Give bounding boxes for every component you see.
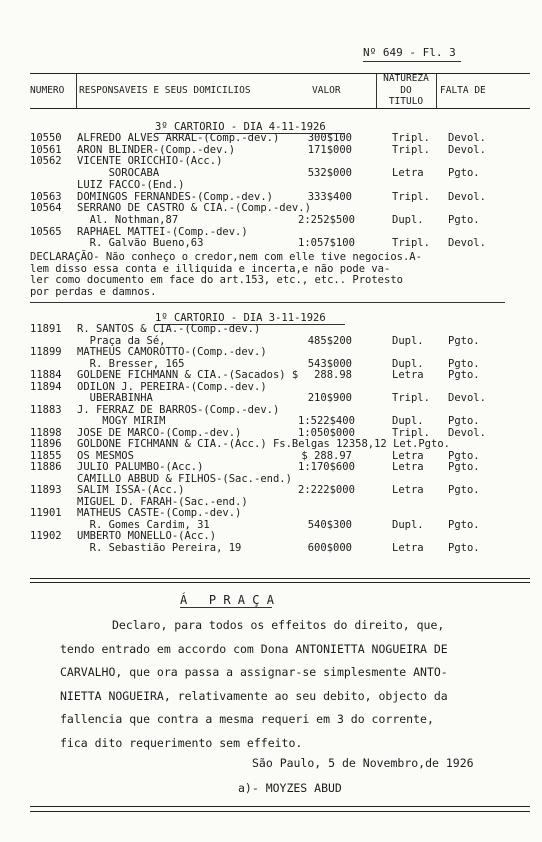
footer-rule-double — [30, 811, 530, 812]
row-desc: RAPHAEL MATTEI-(Comp.-dev.) — [77, 225, 248, 238]
row-nat: Tripl. — [392, 132, 430, 144]
praca-title: Á P R A Ç A — [180, 593, 274, 607]
row-fal: Pgto. — [448, 213, 480, 226]
praca-body-line: Declaro, para todos os effeitos do direito, que, — [112, 618, 445, 632]
row-desc: JOSE DE MARCO-(Comp.-dev.) — [77, 426, 242, 439]
row-desc: SOROCABA — [77, 167, 160, 180]
row-nat: Letra — [392, 484, 424, 496]
praca-date: São Paulo, 5 de Novembro,de 1926 — [252, 756, 474, 770]
section-title-3-cartorio: 3º CARTORIO - DIA 4-11-1926 — [155, 121, 326, 133]
row-nat: Letra — [392, 541, 424, 554]
row-val: 300$100 — [307, 132, 352, 144]
row-fal: Pgto. — [448, 357, 480, 370]
row-desc: DOMINGOS FERNANDES-(Comp.-dev.) — [77, 190, 273, 203]
row-val: 600$000 — [307, 541, 352, 554]
row-fal: Devol. — [448, 132, 486, 144]
row-num: 11855 — [30, 449, 62, 462]
row-fal: Devol. — [448, 190, 486, 203]
row-num: 11896 — [30, 438, 62, 450]
row-val: 1:057$100 — [298, 237, 355, 250]
row-desc: VICENTE ORICCHIO-(Acc.) — [77, 155, 223, 168]
row-desc: MATHEUS CASTE-(Comp.-dev.) — [77, 507, 242, 519]
row-nat: Dupl. — [392, 334, 424, 347]
row-val: 540$300 — [307, 518, 352, 531]
header-natureza-2: DO — [400, 85, 412, 96]
row-val: 1:050$000 — [298, 426, 355, 439]
row-nat: Tripl. — [392, 143, 430, 156]
row-desc: GOLDENE FICHMANN & CIA.-(Sacados) $ — [77, 369, 299, 381]
row-val: $ 288.97 — [301, 449, 352, 462]
row-desc: R. Sebastião Pereira, 19 — [77, 541, 242, 554]
declaracao-line: lem disso essa conta e illiquida e incerta,e não pode va- — [30, 262, 391, 275]
row-desc: JULIO PALUMBO-(Acc.) — [77, 461, 204, 473]
row-fal: Devol. — [448, 237, 486, 250]
row-fal: Pgto. — [448, 518, 480, 531]
row-nat: Dupl. — [392, 518, 424, 531]
row-desc: R. Bresser, 165 — [77, 357, 185, 370]
page-reference-underline — [363, 61, 461, 62]
row-desc: ODILON J. PEREIRA-(Comp.-dev.) — [77, 380, 267, 393]
row-nat: Letra — [392, 167, 424, 180]
header-falta: FALTA DE — [440, 85, 486, 96]
header-divider — [76, 74, 77, 108]
row-val: 333$400 — [307, 190, 352, 203]
row-val: 288.98 — [314, 369, 352, 381]
row-fal: Pgto. — [448, 167, 480, 180]
row-nat: Letra — [392, 461, 424, 473]
row-num: 11899 — [30, 346, 62, 358]
section-title-1-cartorio: 1º CARTORIO - DIA 3-11-1926 — [155, 312, 326, 324]
row-desc: MIGUEL D. FARAH-(Sac.-end.) — [77, 495, 248, 508]
row-nat: Tripl. — [392, 190, 430, 203]
row-num: 11894 — [30, 380, 62, 393]
declaracao-line: ler como documento em face do art.153, etc., etc.. Protesto — [30, 274, 403, 286]
row-num: 11883 — [30, 403, 62, 416]
row-fal: Pgto. — [448, 541, 480, 554]
table-bottom-rule — [30, 578, 530, 579]
row-desc: OS MESMOS — [77, 449, 134, 462]
row-desc: MATHEUS CAMOROTTO-(Comp.-dev.) — [77, 346, 267, 358]
header-divider — [376, 74, 377, 108]
praca-body-line: tendo entrado em accordo com Dona ANTONIETTA NOGUEIRA DE — [60, 641, 448, 656]
row-nat: Dupl. — [392, 357, 424, 370]
header-top-rule — [30, 73, 530, 74]
praca-signature: a)- MOYZES ABUD — [238, 781, 342, 795]
row-num: 11898 — [30, 426, 62, 439]
row-num: 10562 — [30, 155, 62, 168]
row-fal: Pgto. — [448, 415, 480, 427]
row-num: 11891 — [30, 323, 62, 335]
row-nat: Dupl. — [392, 415, 424, 427]
row-val: 485$200 — [307, 334, 352, 347]
row-desc: SERRANO DE CASTRO & CIA.-(Comp.-dev.) — [77, 202, 311, 215]
row-fal: Pgto. — [448, 461, 480, 473]
row-desc: UMBERTO MONELLO-(Acc.) — [77, 530, 217, 542]
praca-body-line: CARVALHO, que ora passa a assignar-se simplesmente ANTO- — [60, 665, 448, 679]
row-val: 2:222$000 — [298, 484, 355, 496]
row-num: 11886 — [30, 461, 62, 473]
row-val: 1:170$600 — [298, 461, 355, 473]
row-num: 11902 — [30, 530, 62, 542]
header-bottom-rule — [30, 108, 530, 109]
declaracao-line: por perdas e damnos. — [30, 285, 157, 298]
praca-body-line: fica dito requerimento sem effeito. — [60, 735, 303, 750]
row-nat: Tripl. — [392, 237, 430, 250]
praca-body-line: NIETTA NOGUEIRA, relativamente ao seu debito, objecto da — [60, 688, 448, 703]
row-fal: Devol. — [448, 426, 486, 439]
row-desc: ALFREDO ALVES ARRAL-(Comp.-dev.) — [77, 132, 280, 144]
row-nat: Dupl. — [392, 213, 424, 226]
row-desc: UBERABINHA — [77, 392, 153, 404]
row-num: 10565 — [30, 225, 62, 238]
row-fal: Devol. — [448, 143, 486, 156]
header-responsaveis: RESPONSAVEIS E SEUS DOMICILIOS — [79, 85, 251, 96]
header-numero: NUMERO — [30, 85, 65, 96]
row-desc: MOGY MIRIM — [77, 415, 166, 427]
header-divider — [436, 74, 437, 108]
row-nat: Tripl. — [392, 392, 430, 404]
row-val: 532$000 — [307, 167, 352, 180]
row-num: 10561 — [30, 143, 62, 156]
row-nat: Tripl. — [392, 426, 430, 439]
table-bottom-rule-double — [30, 582, 530, 583]
row-desc: SALIM ISSA-(Acc.) — [77, 484, 185, 496]
header-natureza-3: TITULO — [388, 96, 424, 107]
row-num: 11893 — [30, 484, 62, 496]
row-desc: LUIZ FACCO-(End.) — [77, 178, 185, 191]
row-nat: Letra — [392, 369, 424, 381]
row-fal: Pgto. — [448, 449, 480, 462]
praca-title-underline — [180, 607, 272, 608]
row-desc: R. Galvão Bueno,63 — [77, 237, 204, 250]
row-fal: Devol. — [448, 392, 486, 404]
row-num: 10564 — [30, 202, 62, 215]
row-val: 1:522$400 — [298, 415, 355, 427]
row-desc: Al. Nothman,87 — [77, 213, 179, 226]
section-separator — [30, 302, 505, 303]
declaracao-line: DECLARAÇÃO- Não conheço o credor,nem com elle tive negocios.A- — [30, 251, 422, 263]
row-num: 11901 — [30, 507, 62, 519]
footer-rule — [30, 806, 530, 807]
row-desc: GOLDONE FICHMANN & CIA.-(Acc.) Fs.Belgas 12358,12 Let.Pgto. — [77, 438, 450, 450]
row-num: 11884 — [30, 369, 62, 381]
row-desc: ARON BLINDER-(Comp.-dev.) — [77, 143, 236, 156]
row-fal: Pgto. — [448, 484, 480, 496]
row-fal: Pgto. — [448, 369, 480, 381]
page-reference: Nº 649 - Fl. 3 — [363, 46, 456, 59]
row-fal: Pgto. — [448, 334, 480, 347]
row-desc: CAMILLO ABBUD & FILHOS-(Sac.-end.) — [77, 472, 292, 485]
row-num: 10550 — [30, 132, 62, 144]
row-desc: R. Gomes Cardim, 31 — [77, 518, 210, 531]
row-desc: Praça da Sé, — [77, 334, 166, 347]
header-valor: VALOR — [312, 85, 341, 96]
row-num: 10563 — [30, 190, 62, 203]
row-val: 2:252$500 — [298, 213, 355, 226]
row-val: 210$900 — [307, 392, 352, 404]
row-desc: R. SANTOS & CIA.-(Comp.-dev.) — [77, 323, 261, 335]
row-val: 543$000 — [307, 357, 352, 370]
header-natureza-1: NATUREZA — [383, 73, 429, 84]
row-nat: Letra — [392, 449, 424, 462]
row-desc: J. FERRAZ DE BARROS-(Comp.-dev.) — [77, 403, 280, 416]
row-val: 171$000 — [307, 143, 352, 156]
praca-body-line: fallencia que contra a mesma requeri em 3 do corrente, — [60, 712, 434, 726]
